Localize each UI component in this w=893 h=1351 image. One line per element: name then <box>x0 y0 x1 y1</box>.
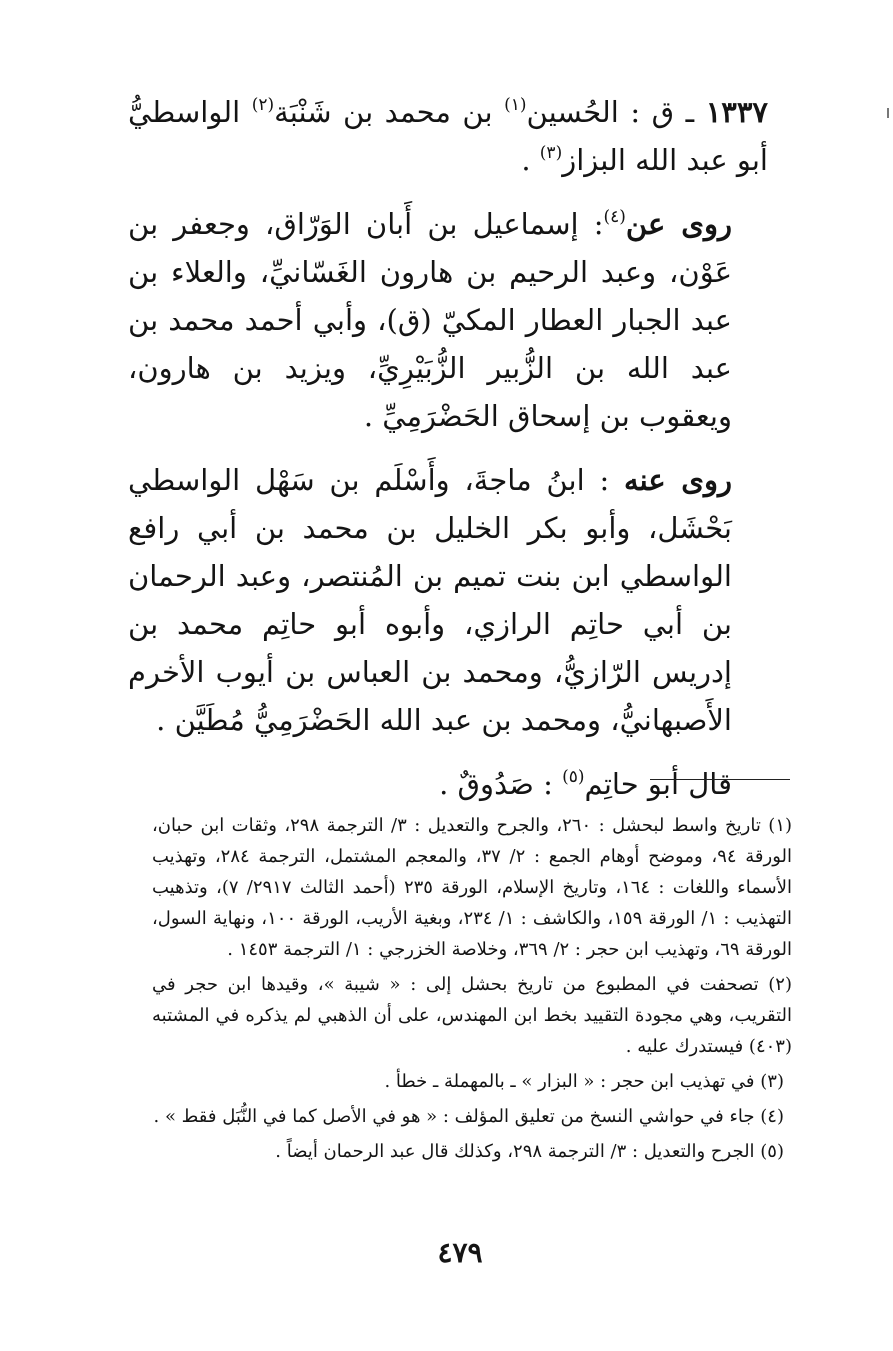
entry-code: ق <box>651 95 675 129</box>
entry-number: ١٣٣٧ <box>705 95 768 129</box>
narrated-by-label: روى عنه <box>624 463 733 497</box>
footnote-2: (٢) تصحفت في المطبوع من تاريخ بحشل إلى : « شيبة »، وقيدها ابن حجر في التقريب، وهي مجودة التقييد بخط ابن المهندس، على أن الذهبي لم يذكره في المشتبه (٤٠٣) فيستدرك عليه . <box>152 974 792 1057</box>
footnote-ref-2[interactable]: (٢) <box>251 95 275 116</box>
footnote-3: (٣) في تهذيب ابن حجر : « البزار » ـ بالمهملة ـ خطأ . <box>384 1071 784 1092</box>
main-text <box>128 88 768 824</box>
narrated-from-label: روى عن <box>625 207 733 241</box>
entry-name-part2: بن محمد بن شَنْبَة <box>274 95 505 129</box>
footnote-ref-1[interactable]: (١) <box>504 95 527 116</box>
narrated-from-paragraph <box>128 200 768 440</box>
footnote-separator <box>650 779 790 780</box>
verdict-paragraph <box>128 760 768 808</box>
narrated-by-paragraph <box>128 456 768 744</box>
footnote-ref-5[interactable]: (٥) <box>562 767 585 788</box>
entry-heading-end: . <box>521 143 540 177</box>
verdict-text-after: : صَدُوقٌ . <box>439 767 563 801</box>
verdict-text-before: قال أبو حاتِم <box>584 767 732 801</box>
entry-name-part1: الحُسين <box>526 95 619 129</box>
footnote-1: (١) تاريخ واسط لبحشل : ٢٦٠، والجرح والتعديل : ٣/ الترجمة ٢٩٨، وثقات ابن حبان، الورقة ٩٤، وموضح أوهام الجمع : ٢/ ٣٧، والمعجم المشتمل، الترجمة ٢٨٤، وتهذيب الأسماء واللغات : ١٦٤، وتاريخ الإسلام، الورقة ٢٣٥ (أحمد الثالث ٢٩١٧/ ٧)، وتذهيب التهذيب : ١/ الورقة ١٥٩، والكاشف : ١/ ٢٣٤، وبغية الأريب، الورقة ١٠٠، ونهاية السول، الورقة ٦٩، وتهذيب ابن حجر : ٢/ ٣٦٩، وخلاصة الخزرجي : ١/ الترجمة ١٤٥٣ . <box>152 815 793 960</box>
footnote-4: (٤) جاء في حواشي النسخ من تعليق المؤلف : « هو في الأصل كما في النُّبَل فقط » . <box>153 1106 784 1127</box>
page-number: ٤٧٩ <box>437 1236 483 1269</box>
entry-heading: ١٣٣٧ ـ ق : الحُسين$^{(١)}$ بن محمد بن شَنْبَة$^{(٢)}$ الواسطيُّ أبو عبد الله البزاز$^{(٣)}$ . <box>128 95 768 177</box>
narrated-from-text: : إسماعيل بن أَبان الوَرّاق، وجعفر بن عَوْن، وعبد الرحيم بن هارون الغَسّانيِّ، والعلاء بن عبد الجبار العطار المكيّ (ق)، وأبي أحمد محمد بن عبد الله بن الزُّبير الزُّبَيْرِيِّ، ويزيد بن هارون، ويعقوب بن إسحاق الحَضْرَمِيِّ . <box>128 207 732 433</box>
scan-edge-mark <box>887 108 889 118</box>
footnote-5: (٥) الجرح والتعديل : ٣/ الترجمة ٢٩٨، وكذلك قال عبد الرحمان أيضاً . <box>275 1141 784 1162</box>
entry-name-part3: الواسطيُّ أبو عبد الله البزاز <box>128 95 768 177</box>
footnotes <box>152 810 792 1171</box>
narrated-by-text: : ابنُ ماجةَ، وأَسْلَم بن سَهْل الواسطي بَحْشَل، وأبو بكر الخليل بن محمد بن أبي رافع الواسطي ابن بنت تميم بن المُنتصر، وعبد الرحمان بن أبي حاتِم الرازي، وأبوه أبو حاتِم محمد بن إدريس الرّازيُّ، ومحمد بن العباس بن أيوب الأخرم الأَصبهانيُّ، ومحمد بن عبد الله الحَضْرَمِيُّ مُطَيَّن . <box>128 463 732 737</box>
footnote-ref-3[interactable]: (٣) <box>539 143 563 164</box>
footnote-ref-4[interactable]: (٤) <box>603 207 626 228</box>
